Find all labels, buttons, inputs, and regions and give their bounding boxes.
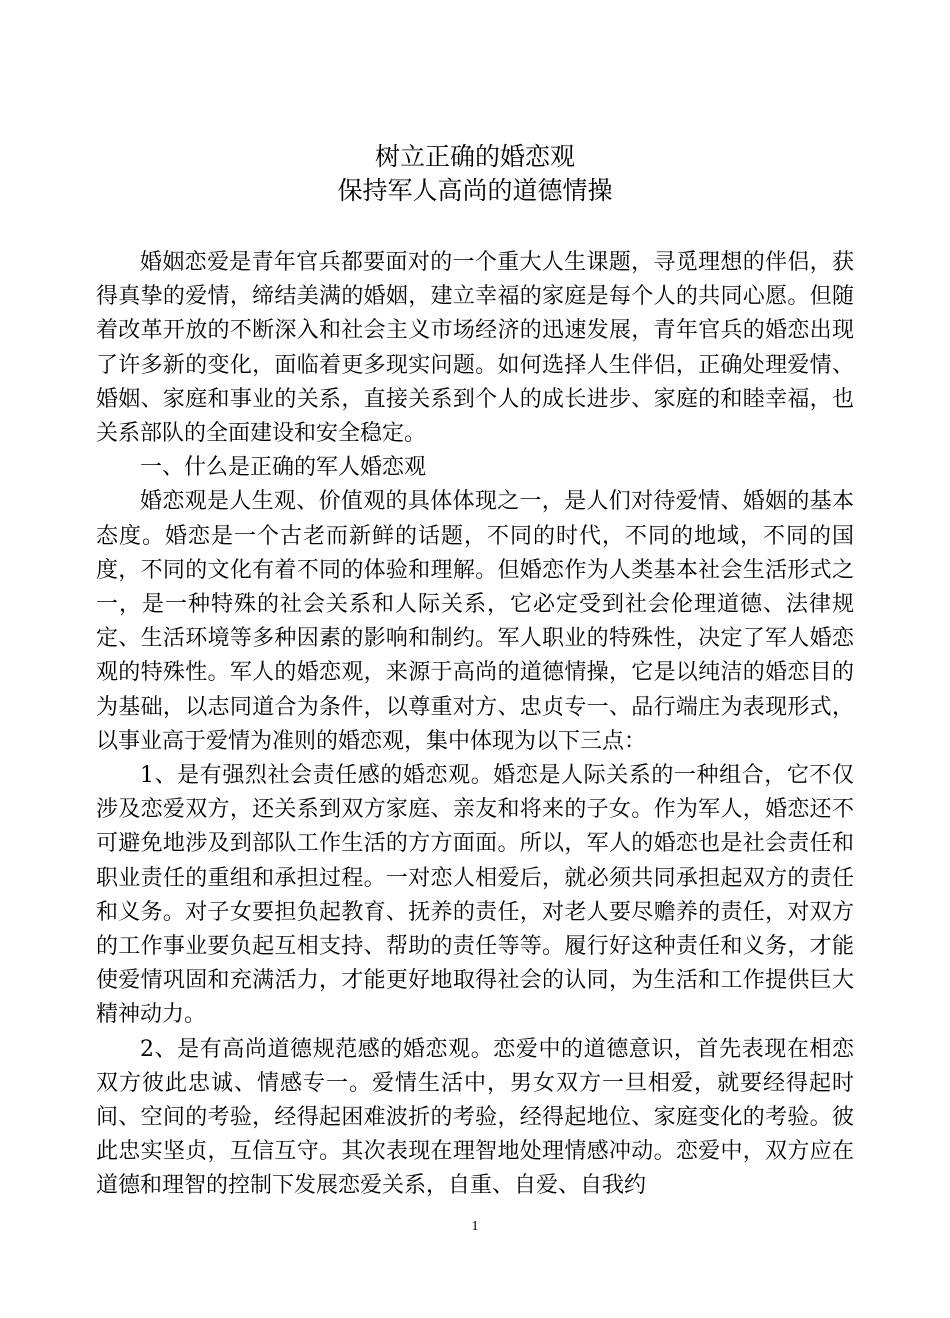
paragraph-intro: 婚姻恋爱是青年官兵都要面对的一个重大人生课题，寻觅理想的伴侣，获得真挚的爱情，缔结美满的婚姻，建立幸福的家庭是每个人的共同心愿。但随着改革开放的不断深入和社会主义市场经济的迅速发展，青年官兵的婚恋出现了许多新的变化，面临着更多现实问题。如何选择人生伴侣，正确处理爱情、婚姻、家庭和事业的关系，直接关系到个人的成长进步、家庭的和睦幸福，也关系部队的全面建设和安全稳定。 [96,250,854,447]
document-body [96,246,854,1204]
paragraph-definition: 婚恋观是人生观、价值观的具体体现之一，是人们对待爱情、婚姻的基本态度。婚恋是一个古老而新鲜的话题，不同的时代，不同的地域，不同的国度，不同的文化有着不同的体验和理解。但婚恋作为人类基本社会生活形式之一，是一种特殊的社会关系和人际关系，它必定受到社会伦理道德、法律规定、生活环境等多种因素的影响和制约。军人职业的特殊性，决定了军人婚恋观的特殊性。军人的婚恋观，来源于高尚的道德情操，它是以纯洁的婚恋目的为基础，以志同道合为条件，以尊重对方、忠贞专一、品行端庄为表现形式，以事业高于爱情为准则的婚恋观，集中体现为以下三点： [96,489,854,754]
title-line-1: 树立正确的婚恋观 [374,142,575,171]
section-heading-1: 一、什么是正确的军人婚恋观 [140,455,427,481]
paragraph-point-2: 2、是有高尚道德规范感的婚恋观。恋爱中的道德意识，首先表现在相恋双方彼此忠诚、情感专一。爱情生活中，男女双方一旦相爱，就要经得起时间、空间的考验，经得起困难波折的考验，经得起地位、家庭变化的考验。彼此忠实坚贞，互信互守。其次表现在理智地处理情感冲动。恋爱中，双方应在道德和理智的控制下发展恋爱关系，自重、自爱、自我约 [96,1036,854,1199]
document-title [0,140,950,208]
page-number: 1 [471,1219,479,1234]
title-line-2: 保持军人高尚的道德情操 [337,176,613,205]
paragraph-point-1: 1、是有强烈社会责任感的婚恋观。婚恋是人际关系的一种组合，它不仅涉及恋爱双方，还关系到双方家庭、亲友和将来的子女。作为军人，婚恋还不可避免地涉及到部队工作生活的方方面面。所以，军人的婚恋也是社会责任和职业责任的重组和承担过程。一对恋人相爱后，就必须共同承担起双方的责任和义务。对子女要担负起教育、抚养的责任，对老人要尽赡养的责任，对双方的工作事业要负起互相支持、帮助的责任等等。履行好这种责任和义务，才能使爱情巩固和充满活力，才能更好地取得社会的认同，为生活和工作提供巨大精神动力。 [96,763,854,1028]
